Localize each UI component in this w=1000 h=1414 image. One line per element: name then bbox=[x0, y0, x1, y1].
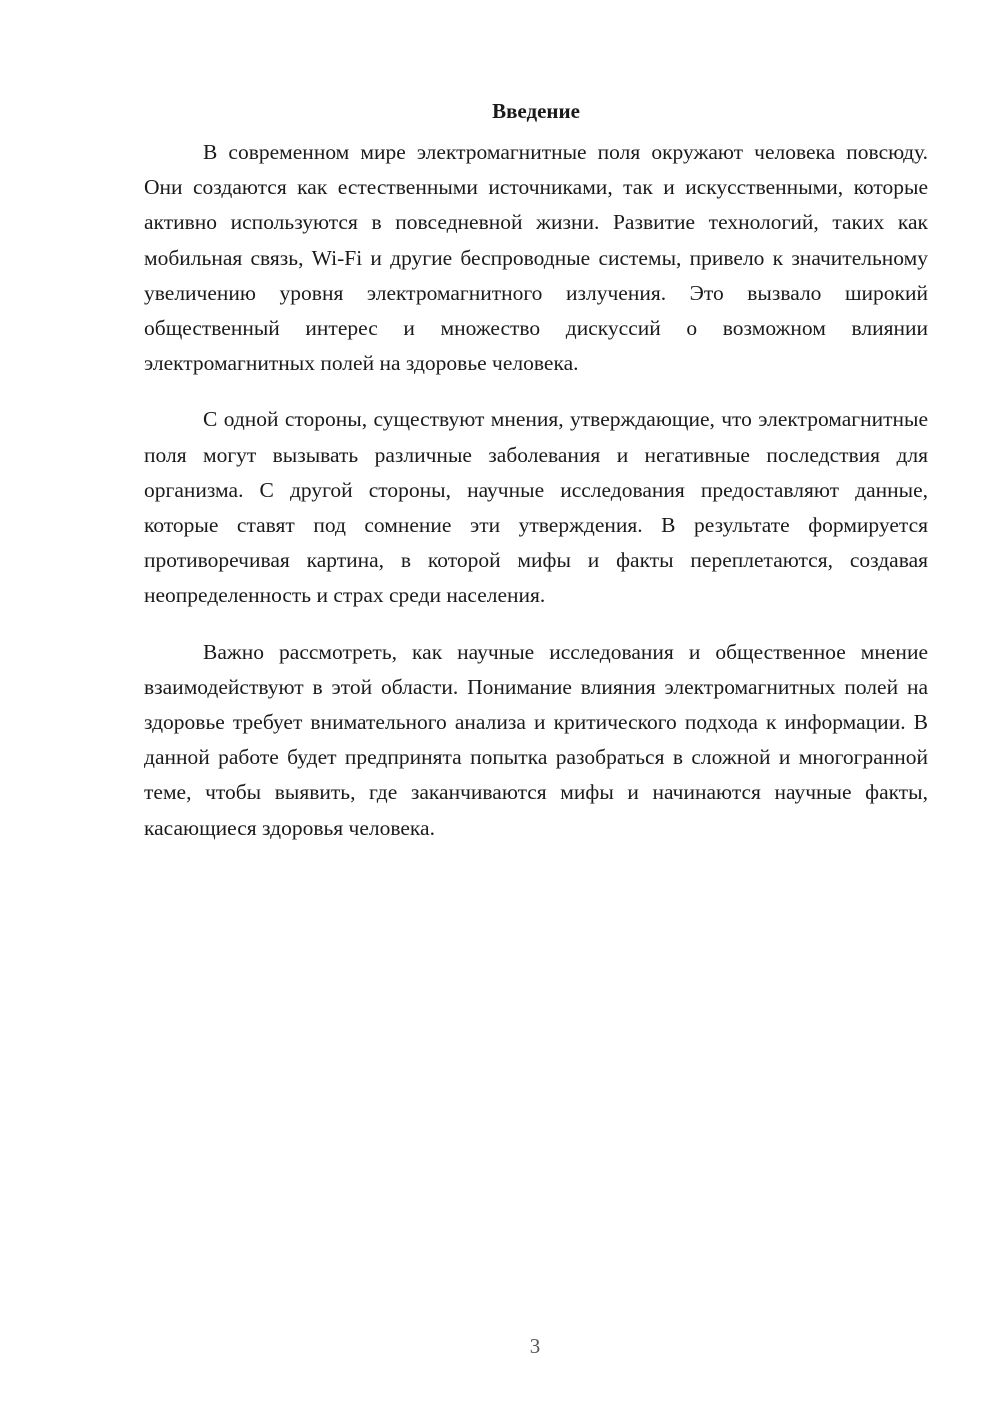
paragraph-3: Важно рассмотреть, как научные исследования и общественное мнение взаимодействуют в этой области. Понимание влияния электромагнитных полей на здоровье требует внимательного анализа и критического подхода к информации. В данной работе будет предпринята попытка разобраться в сложной и многогранной теме, чтобы выявить, где заканчиваются мифы и начинаются научные факты, касающиеся здоровья человека. bbox=[144, 639, 928, 840]
paragraph-1: В современном мире электромагнитные поля окружают человека повсюду. Они создаются как естественными источниками, так и искусственными, которые активно используются в повседневной жизни. Развитие технологий, таких как мобильная связь, Wi-Fi и другие беспроводные системы, привело к значительному увеличению уровня электромагнитного излучения. Это вызвало широкий общественный интерес и множество дискуссий о возможном влиянии электромагнитных полей на здоровье человека. bbox=[144, 140, 928, 376]
document-body bbox=[144, 97, 928, 846]
page-number: 3 bbox=[529, 1334, 541, 1358]
paragraph-2: С одной стороны, существуют мнения, утверждающие, что электромагнитные поля могут вызывать различные заболевания и негативные последствия для организма. С другой стороны, научные исследования предоставляют данные, которые ставят под сомнение эти утверждения. В результате формируется противоречивая картина, в которой мифы и факты переплетаются, создавая неопределенность и страх среди населения. bbox=[144, 407, 928, 608]
page-title: Введение bbox=[492, 99, 580, 123]
